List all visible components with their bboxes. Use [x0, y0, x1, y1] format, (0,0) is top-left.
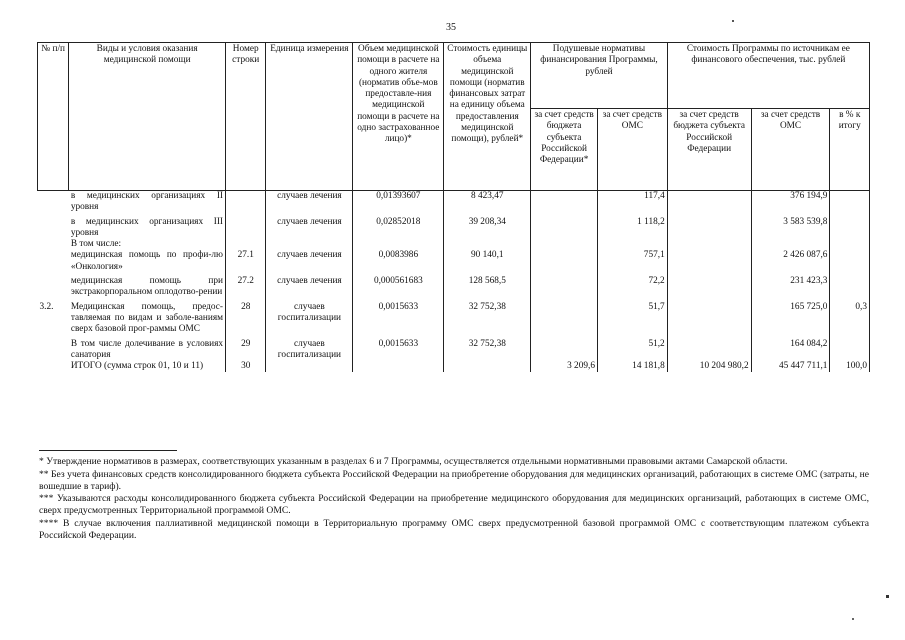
cell-desc: В том числе: [70, 239, 122, 250]
cell-volume: 0,01393607 [353, 191, 444, 214]
cell-volume [353, 239, 444, 250]
cell-cost: 39 208,34 [468, 216, 506, 227]
cell-percap-budget: 3 209,6 [531, 361, 598, 372]
header-percap-budget: за счет средств бюджета субъекта Российской Федерации* [531, 109, 598, 191]
table-row [38, 217, 870, 240]
cell-num [38, 250, 69, 273]
cell-cost: 32 752,38 [468, 338, 506, 349]
header-unit: Единица измерения [266, 43, 353, 191]
cell-desc: В том числе долечивание в условиях санатория [70, 338, 224, 360]
scan-speck [732, 20, 734, 22]
program-cost-table [37, 42, 870, 372]
header-sources-group: Стоимость Программы по источникам ее финансового обеспечения, тыс. рублей [667, 43, 869, 109]
cell-row: 27.2 [226, 276, 266, 299]
cell-row: 27.1 [226, 250, 266, 273]
header-source-budget: за счет средств бюджета субъекта Российской Федерации [667, 109, 751, 191]
footnote: **** В случае включения паллиативной медицинской помощи в Территориальную программу ОМС сверх предусмотренной базовой программой ОМС с соответствующим платежом субъекта Российской Федерации. [39, 517, 869, 541]
cell-desc: медицинская помощь при экстракорпоральном оплодотво-рении [70, 276, 224, 298]
cell-unit: случаев госпитализации [277, 301, 342, 323]
footnote: *** Указываются расходы консолидированного бюджета субъекта Российской Федерации на приобретение медицинского оборудования для медицинских организаций, работающих в системе ОМС, сверх предусмотренных Территориальной программой ОМС. [39, 493, 869, 517]
cell-source-budget [667, 302, 751, 336]
table-row [38, 250, 870, 273]
cell-volume [353, 361, 444, 372]
cell-num [38, 217, 69, 240]
cell-unit: случаев лечения [277, 250, 342, 261]
cell-cost [444, 361, 531, 372]
cell-source-budget [667, 276, 751, 299]
header-percap-group: Подушевые нормативы финансирования Программы, рублей [531, 43, 667, 109]
cell-percent [830, 239, 870, 250]
cell-volume: 0,02852018 [353, 217, 444, 240]
scan-speck [852, 618, 854, 620]
cell-percap-oms [597, 239, 667, 250]
cell-percap-oms: 51,2 [648, 338, 665, 349]
cell-percap-budget [531, 276, 598, 299]
cell-desc: в медицинских организациях III уровня [70, 216, 224, 238]
cell-num [38, 339, 69, 362]
cell-cost: 8 423,47 [471, 191, 504, 201]
cell-volume: 0,0083986 [353, 250, 444, 273]
cell-num: 3.2. [39, 301, 54, 312]
cell-source-oms: 164 084,2 [790, 338, 828, 349]
cell-percap-oms: 1 118,2 [637, 216, 665, 227]
cell-percent [830, 217, 870, 240]
cell-row: 29 [226, 339, 266, 362]
cell-percent [830, 276, 870, 299]
cell-percap-oms: 14 181,8 [632, 361, 665, 372]
cell-desc: в медицинских организациях II уровня [70, 191, 224, 213]
cell-source-oms: 45 447 711,1 [778, 361, 828, 372]
cell-cost: 32 752,38 [468, 301, 506, 312]
footnote: * Утверждение нормативов в размерах, соответствующих указанным в разделах 6 и 7 Программы, осуществляется отдельными нормативными правовыми актами Самарской области. [39, 456, 788, 467]
table-row [38, 276, 870, 299]
cell-num [38, 361, 69, 372]
cell-row [226, 217, 266, 240]
cell-unit [266, 239, 353, 250]
cell-percent [830, 250, 870, 273]
cell-percap-budget [531, 250, 598, 273]
cell-cost: 90 140,1 [471, 250, 504, 261]
cell-row: 28 [226, 302, 266, 336]
cell-unit: случаев лечения [277, 216, 342, 227]
cell-source-budget [667, 239, 751, 250]
cell-source-budget [667, 339, 751, 362]
cell-desc: Медицинская помощь, предос-тавляемая по видам и заболе-ваниям сверх базовой прог-раммы ОМС [70, 301, 224, 335]
header-num: № п/п [38, 43, 69, 191]
cell-volume: 0,000561683 [353, 276, 444, 299]
cell-unit: случаев лечения [277, 276, 342, 287]
footnotes [39, 456, 869, 543]
cell-unit: случаев госпитализации [277, 338, 342, 360]
table-row [38, 302, 870, 336]
cell-percap-budget [531, 239, 598, 250]
table-row [38, 191, 870, 214]
cell-num [38, 191, 69, 214]
cell-cost: 128 568,5 [468, 276, 506, 287]
cell-desc: ИТОГО (сумма строк 01, 10 и 11) [70, 361, 204, 372]
scan-speck [886, 595, 889, 598]
cell-source-oms: 231 423,3 [790, 276, 828, 287]
cell-num [38, 276, 69, 299]
cell-unit: случаев лечения [277, 191, 342, 201]
header-cost: Стоимость единицы объема медицинской помощи (норматив финансовых затрат на единицу объема предоставления медицинской помощи), рублей* [444, 43, 531, 191]
cell-volume: 0,0015633 [353, 302, 444, 336]
cell-source-budget [667, 217, 751, 240]
cell-source-oms: 3 583 539,8 [783, 216, 828, 227]
cell-source-oms: 376 194,9 [790, 191, 828, 201]
cell-percent [830, 191, 870, 214]
header-row: Номер строки [226, 43, 266, 191]
cell-percap-budget [531, 217, 598, 240]
cell-source-oms [751, 239, 830, 250]
header-volume: Объем медицинской помощи в расчете на одного жителя (норматив объе-мов предоставле-ния медицинской помощи в расчете на одно застрахованное лицо)* [353, 43, 444, 191]
cell-percap-oms: 51,7 [648, 301, 665, 312]
cell-row [226, 239, 266, 250]
footnote: ** Без учета финансовых средств консолидированного бюджета субъекта Российской Федерации на приобретение оборудования для медицинских организаций, работающих в системе ОМС (затраты, не вошедшие в тариф). [39, 468, 869, 492]
cell-percent: 100,0 [830, 361, 870, 372]
cell-num [38, 239, 69, 250]
cell-unit [266, 361, 353, 372]
header-source-oms: за счет средств ОМС [751, 109, 830, 191]
cell-percent [830, 339, 870, 362]
cell-percap-oms: 757,1 [643, 250, 665, 261]
cell-source-budget: 10 204 980,2 [667, 361, 751, 372]
cell-row: 30 [226, 361, 266, 372]
cell-source-budget [667, 250, 751, 273]
cell-volume: 0,0015633 [353, 339, 444, 362]
cell-percap-oms: 117,4 [644, 191, 665, 201]
cell-source-oms: 165 725,0 [790, 301, 828, 312]
table-row [38, 339, 870, 362]
cell-row [226, 191, 266, 214]
cell-cost [444, 239, 531, 250]
cell-source-budget [667, 191, 751, 214]
cell-percap-budget [531, 339, 598, 362]
cell-source-oms: 2 426 087,6 [783, 250, 828, 261]
cell-percap-budget [531, 302, 598, 336]
cell-percap-oms: 72,2 [648, 276, 665, 287]
cell-desc: медицинская помощь по профи-лю «Онкология» [70, 250, 224, 272]
header-percap-oms: за счет средств ОМС [597, 109, 667, 191]
page-number: 35 [446, 22, 456, 33]
cell-percent: 0,3 [830, 302, 870, 336]
footnote-divider [39, 450, 177, 451]
table-row-total [38, 361, 870, 372]
table-row [38, 239, 870, 250]
cell-percap-budget [531, 191, 598, 214]
header-type: Виды и условия оказания медицинской помощи [69, 43, 226, 191]
header-percent: в % к итогу [830, 109, 870, 191]
